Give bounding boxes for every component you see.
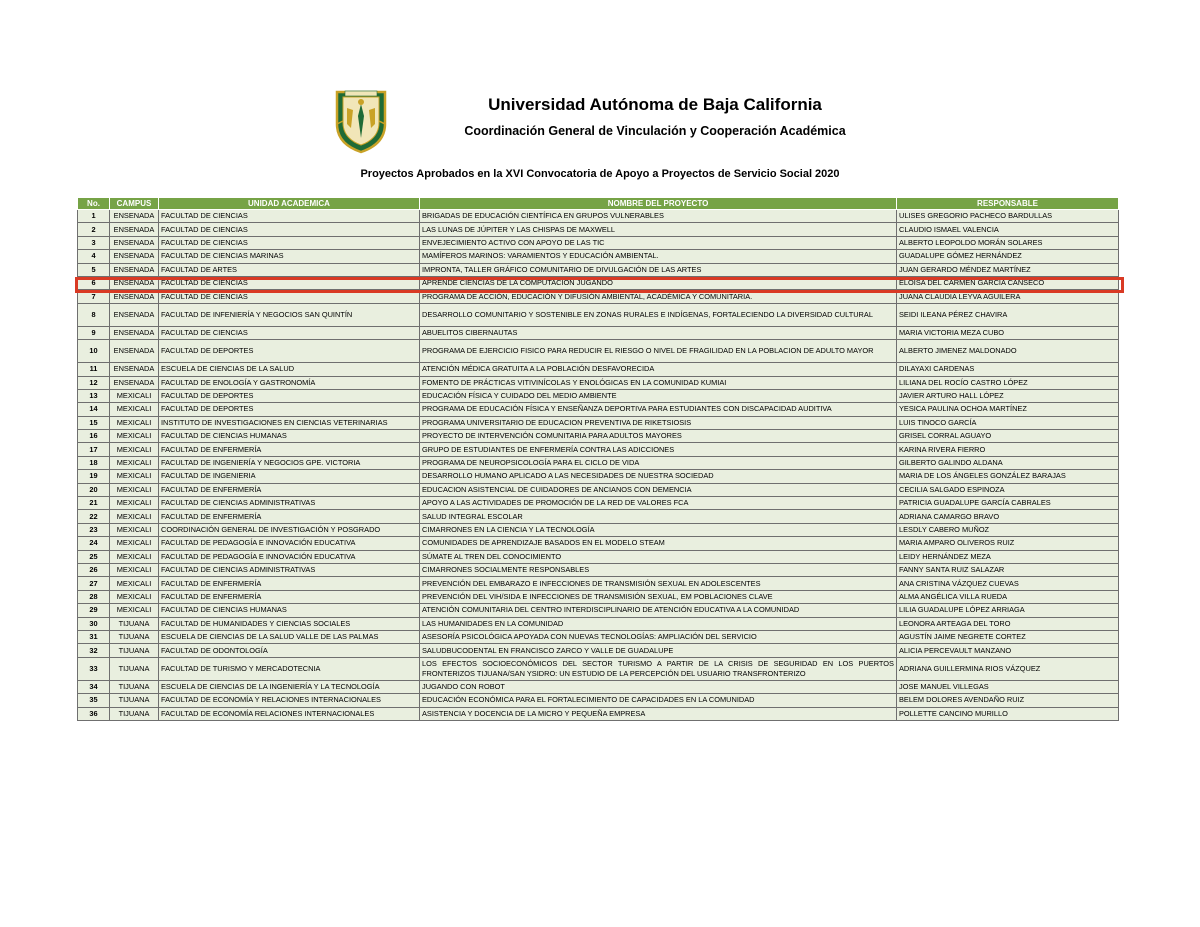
- campus-cell: MEXICALI: [110, 443, 159, 456]
- campus-cell: ENSENADA: [110, 210, 159, 223]
- table-row: [78, 263, 1119, 276]
- document-header: [0, 0, 1200, 190]
- campus-cell: ENSENADA: [110, 223, 159, 236]
- campus-cell: MEXICALI: [110, 403, 159, 416]
- campus-cell: ENSENADA: [110, 263, 159, 276]
- unidad-cell: FACULTAD DE TURISMO Y MERCADOTECNIA: [159, 657, 420, 680]
- unidad-cell: FACULTAD DE DEPORTES: [159, 403, 420, 416]
- proyecto-cell: ASESORÍA PSICOLÓGICA APOYADA CON NUEVAS TECNOLOGÍAS: AMPLIACIÓN DEL SERVICIO: [420, 630, 897, 643]
- proyecto-cell: EDUCACIÓN FÍSICA Y CUIDADO DEL MEDIO AMBIENTE: [420, 389, 897, 402]
- responsable-cell: ULISES GREGORIO PACHECO BARDULLAS: [897, 210, 1119, 223]
- proyecto-cell: ATENCIÓN COMUNITARIA DEL CENTRO INTERDISCIPLINARIO DE ATENCIÓN EDUCATIVA A LA COMUNIDAD: [420, 604, 897, 617]
- unidad-cell: FACULTAD DE CIENCIAS ADMINISTRATIVAS: [159, 563, 420, 576]
- proyecto-cell: IMPRONTA, TALLER GRÁFICO COMUNITARIO DE DIVULGACIÓN DE LAS ARTES: [420, 263, 897, 276]
- responsable-cell: LUIS TINOCO GARCÍA: [897, 416, 1119, 429]
- responsable-cell: JUAN GERARDO MÉNDEZ MARTÍNEZ: [897, 263, 1119, 276]
- university-title: Universidad Autónoma de Baja California: [488, 95, 822, 114]
- proyecto-cell: DESARROLLO COMUNITARIO Y SOSTENIBLE EN ZONAS RURALES E INDÍGENAS, FORTALECIENDO LA DIVERSIDAD CULTURAL: [420, 303, 897, 326]
- unidad-cell: FACULTAD DE CIENCIAS: [159, 210, 420, 223]
- row-number: 16: [78, 430, 110, 443]
- campus-cell: ENSENADA: [110, 376, 159, 389]
- row-number: 10: [78, 340, 110, 363]
- row-number: 2: [78, 223, 110, 236]
- responsable-cell: DILAYAXI CARDENAS: [897, 363, 1119, 376]
- unidad-cell: FACULTAD DE DEPORTES: [159, 389, 420, 402]
- unidad-cell: FACULTAD DE ECONOMÍA RELACIONES INTERNACIONALES: [159, 707, 420, 720]
- table-row: [78, 680, 1119, 693]
- campus-cell: MEXICALI: [110, 430, 159, 443]
- table-row: [78, 483, 1119, 496]
- responsable-cell: ANA CRISTINA VÁZQUEZ CUEVAS: [897, 577, 1119, 590]
- table-row: [78, 223, 1119, 236]
- campus-cell: ENSENADA: [110, 363, 159, 376]
- row-number: 12: [78, 376, 110, 389]
- unidad-cell: FACULTAD DE CIENCIAS MARINAS: [159, 250, 420, 263]
- responsable-cell: ALICIA PERCEVAULT MANZANO: [897, 644, 1119, 657]
- proyecto-cell: APOYO A LAS ACTIVIDADES DE PROMOCIÓN DE LA RED DE VALORES FCA: [420, 497, 897, 510]
- responsable-cell: YESICA PAULINA OCHOA MARTÍNEZ: [897, 403, 1119, 416]
- highlight-box-row-6: [75, 277, 1124, 293]
- campus-cell: TIJUANA: [110, 694, 159, 707]
- row-number: 28: [78, 590, 110, 603]
- proyecto-cell: EDUCACION ASISTENCIAL DE CUIDADORES DE ANCIANOS CON DEMENCIA: [420, 483, 897, 496]
- unidad-cell: FACULTAD DE INFENIERÍA Y NEGOCIOS SAN QUINTÍN: [159, 303, 420, 326]
- campus-cell: ENSENADA: [110, 326, 159, 339]
- campus-cell: ENSENADA: [110, 276, 159, 289]
- responsable-cell: PATRICIA GUADALUPE GARCÍA CABRALES: [897, 497, 1119, 510]
- unidad-cell: ESCUELA DE CIENCIAS DE LA INGENIERÍA Y LA TECNOLOGÍA: [159, 680, 420, 693]
- row-number: 23: [78, 523, 110, 536]
- row-number: 11: [78, 363, 110, 376]
- responsable-cell: CLAUDIO ISMAEL VALENCIA: [897, 223, 1119, 236]
- campus-cell: MEXICALI: [110, 510, 159, 523]
- table-row: [78, 443, 1119, 456]
- proyecto-cell: ABUELITOS CIBERNAUTAS: [420, 326, 897, 339]
- unidad-cell: ESCUELA DE CIENCIAS DE LA SALUD VALLE DE LAS PALMAS: [159, 630, 420, 643]
- campus-cell: MEXICALI: [110, 470, 159, 483]
- department-subtitle: Coordinación General de Vinculación y Cooperación Académica: [464, 124, 846, 138]
- responsable-cell: ADRIANA GUILLERMINA RIOS VÁZQUEZ: [897, 657, 1119, 680]
- responsable-cell: ALBERTO JIMENEZ MALDONADO: [897, 340, 1119, 363]
- campus-cell: MEXICALI: [110, 483, 159, 496]
- unidad-cell: FACULTAD DE ENFERMERÍA: [159, 510, 420, 523]
- unidad-cell: FACULTAD DE INGENIERÍA Y NEGOCIOS GPE. VICTORIA: [159, 456, 420, 469]
- table-row: [78, 707, 1119, 720]
- campus-cell: ENSENADA: [110, 340, 159, 363]
- campus-cell: MEXICALI: [110, 604, 159, 617]
- responsable-cell: GUADALUPE GÓMEZ HERNÁNDEZ: [897, 250, 1119, 263]
- row-number: 6: [78, 276, 110, 289]
- campus-cell: ENSENADA: [110, 236, 159, 249]
- unidad-cell: INSTITUTO DE INVESTIGACIONES EN CIENCIAS VETERINARIAS: [159, 416, 420, 429]
- row-number: 30: [78, 617, 110, 630]
- unidad-cell: FACULTAD DE ECONOMÍA Y RELACIONES INTERNACIONALES: [159, 694, 420, 707]
- row-number: 31: [78, 630, 110, 643]
- responsable-cell: LESDLY CABERO MUÑOZ: [897, 523, 1119, 536]
- column-header-unidad: UNIDAD ACADEMICA: [159, 198, 420, 210]
- proyecto-cell: CIMARRONES SOCIALMENTE RESPONSABLES: [420, 563, 897, 576]
- unidad-cell: FACULTAD DE ENFERMERÍA: [159, 590, 420, 603]
- proyecto-cell: DESARROLLO HUMANO APLICADO A LAS NECESIDADES DE NUESTRA SOCIEDAD: [420, 470, 897, 483]
- row-number: 5: [78, 263, 110, 276]
- campus-cell: MEXICALI: [110, 389, 159, 402]
- unidad-cell: FACULTAD DE PEDAGOGÍA E INNOVACIÓN EDUCATIVA: [159, 550, 420, 563]
- table-row: [78, 389, 1119, 402]
- table-row: [78, 340, 1119, 363]
- proyecto-cell: LAS LUNAS DE JÚPITER Y LAS CHISPAS DE MAXWELL: [420, 223, 897, 236]
- unidad-cell: COORDINACIÓN GENERAL DE INVESTIGACIÓN Y POSGRADO: [159, 523, 420, 536]
- campus-cell: TIJUANA: [110, 680, 159, 693]
- table-row: [78, 430, 1119, 443]
- unidad-cell: FACULTAD DE CIENCIAS ADMINISTRATIVAS: [159, 497, 420, 510]
- column-header-proyecto: NOMBRE DEL PROYECTO: [420, 198, 897, 210]
- campus-cell: MEXICALI: [110, 563, 159, 576]
- responsable-cell: BELEM DOLORES AVENDAÑO RUIZ: [897, 694, 1119, 707]
- proyecto-cell: COMUNIDADES DE APRENDIZAJE BASADOS EN EL MODELO STEAM: [420, 537, 897, 550]
- responsable-cell: ADRIANA CAMARGO BRAVO: [897, 510, 1119, 523]
- proyecto-cell: PROGRAMA DE EJERCICIO FISICO PARA REDUCIR EL RIESGO O NIVEL DE FRAGILIDAD EN LA POBLACION DE ADULTO MAYOR: [420, 340, 897, 363]
- responsable-cell: MARIA AMPARO OLIVEROS RUIZ: [897, 537, 1119, 550]
- proyecto-cell: PROGRAMA DE EDUCACIÓN FÍSICA Y ENSEÑANZA DEPORTIVA PARA ESTUDIANTES CON DISCAPACIDAD AUDITIVA: [420, 403, 897, 416]
- proyecto-cell: GRUPO DE ESTUDIANTES DE ENFERMERÍA CONTRA LAS ADICCIONES: [420, 443, 897, 456]
- row-number: 20: [78, 483, 110, 496]
- campus-cell: MEXICALI: [110, 590, 159, 603]
- table-row: [78, 363, 1119, 376]
- row-number: 18: [78, 456, 110, 469]
- campus-cell: MEXICALI: [110, 550, 159, 563]
- table-row: [78, 510, 1119, 523]
- table-row: [78, 456, 1119, 469]
- proyecto-cell: ASISTENCIA Y DOCENCIA DE LA MICRO Y PEQUEÑA EMPRESA: [420, 707, 897, 720]
- campus-cell: TIJUANA: [110, 657, 159, 680]
- responsable-cell: CECILIA SALGADO ESPINOZA: [897, 483, 1119, 496]
- row-number: 4: [78, 250, 110, 263]
- campus-cell: TIJUANA: [110, 630, 159, 643]
- column-header-campus: CAMPUS: [110, 198, 159, 210]
- row-number: 19: [78, 470, 110, 483]
- table-row: [78, 550, 1119, 563]
- row-number: 29: [78, 604, 110, 617]
- proyecto-cell: PREVENCIÓN DEL EMBARAZO E INFECCIONES DE TRANSMISIÓN SEXUAL EN ADOLESCENTES: [420, 577, 897, 590]
- unidad-cell: FACULTAD DE CIENCIAS HUMANAS: [159, 604, 420, 617]
- table-row: [78, 497, 1119, 510]
- table-row: [78, 250, 1119, 263]
- table-row: [78, 694, 1119, 707]
- table-row: [78, 303, 1119, 326]
- unidad-cell: FACULTAD DE CIENCIAS: [159, 290, 420, 303]
- proyecto-cell: PREVENCIÓN DEL VIH/SIDA E INFECCIONES DE TRANSMISIÓN SEXUAL, EM POBLACIONES CLAVE: [420, 590, 897, 603]
- table-row: [78, 210, 1119, 223]
- table-header-row: [78, 198, 1119, 210]
- campus-cell: MEXICALI: [110, 456, 159, 469]
- table-row: [78, 376, 1119, 389]
- table-row: [78, 604, 1119, 617]
- responsable-cell: LEONORA ARTEAGA DEL TORO: [897, 617, 1119, 630]
- unidad-cell: FACULTAD DE ENFERMERÍA: [159, 443, 420, 456]
- proyecto-cell: PROGRAMA UNIVERSITARIO DE EDUCACION PREVENTIVA DE RIKETSIOSIS: [420, 416, 897, 429]
- table-row: [78, 617, 1119, 630]
- row-number: 27: [78, 577, 110, 590]
- table-row: [78, 326, 1119, 339]
- unidad-cell: ESCUELA DE CIENCIAS DE LA SALUD: [159, 363, 420, 376]
- proyecto-cell: SALUD INTEGRAL ESCOLAR: [420, 510, 897, 523]
- campus-cell: TIJUANA: [110, 617, 159, 630]
- row-number: 7: [78, 290, 110, 303]
- campus-cell: MEXICALI: [110, 577, 159, 590]
- row-number: 26: [78, 563, 110, 576]
- row-number: 25: [78, 550, 110, 563]
- unidad-cell: FACULTAD DE CIENCIAS: [159, 236, 420, 249]
- row-number: 22: [78, 510, 110, 523]
- unidad-cell: FACULTAD DE HUMANIDADES Y CIENCIAS SOCIALES: [159, 617, 420, 630]
- proyecto-cell: PROYECTO DE INTERVENCIÓN COMUNITARIA PARA ADULTOS MAYORES: [420, 430, 897, 443]
- proyecto-cell: PROGRAMA DE NEUROPSICOLOGÍA PARA EL CICLO DE VIDA: [420, 456, 897, 469]
- responsable-cell: FANNY SANTA RUIZ SALAZAR: [897, 563, 1119, 576]
- unidad-cell: FACULTAD DE ODONTOLOGÍA: [159, 644, 420, 657]
- proyecto-cell: APRENDE CIENCIAS DE LA COMPUTACIÓN JUGANDO: [420, 276, 897, 289]
- row-number: 33: [78, 657, 110, 680]
- row-number: 17: [78, 443, 110, 456]
- proyecto-cell: JUGANDO CON ROBOT: [420, 680, 897, 693]
- responsable-cell: POLLETTE CANCINO MURILLO: [897, 707, 1119, 720]
- proyecto-cell: SÚMATE AL TREN DEL CONOCIMIENTO: [420, 550, 897, 563]
- table-row: [78, 577, 1119, 590]
- responsable-cell: JAVIER ARTURO HALL LÓPEZ: [897, 389, 1119, 402]
- table-row: [78, 470, 1119, 483]
- table-row: [78, 563, 1119, 576]
- responsable-cell: MARIA DE LOS ÁNGELES GONZÁLEZ BARAJAS: [897, 470, 1119, 483]
- proyecto-cell: SALUDBUCODENTAL EN FRANCISCO ZARCO Y VALLE DE GUADALUPE: [420, 644, 897, 657]
- campus-cell: TIJUANA: [110, 707, 159, 720]
- campus-cell: ENSENADA: [110, 250, 159, 263]
- responsable-cell: KARINA RIVERA FIERRO: [897, 443, 1119, 456]
- table-row: [78, 523, 1119, 536]
- row-number: 21: [78, 497, 110, 510]
- responsable-cell: GRISEL CORRAL AGUAYO: [897, 430, 1119, 443]
- unidad-cell: FACULTAD DE INGENIERIA: [159, 470, 420, 483]
- projects-table-container: [77, 197, 1118, 721]
- campus-cell: MEXICALI: [110, 416, 159, 429]
- table-row: [78, 236, 1119, 249]
- table-row: [78, 644, 1119, 657]
- responsable-cell: JOSE MANUEL VILLEGAS: [897, 680, 1119, 693]
- row-number: 3: [78, 236, 110, 249]
- responsable-cell: ALBERTO LEOPOLDO MORÁN SOLARES: [897, 236, 1119, 249]
- responsable-cell: AGUSTÍN JAIME NEGRETE CORTEZ: [897, 630, 1119, 643]
- campus-cell: ENSENADA: [110, 290, 159, 303]
- responsable-cell: LILIA GUADALUPE LÓPEZ ARRIAGA: [897, 604, 1119, 617]
- responsable-cell: JUANA CLAUDIA LEYVA AGUILERA: [897, 290, 1119, 303]
- row-number: 14: [78, 403, 110, 416]
- unidad-cell: FACULTAD DE ENFERMERÍA: [159, 577, 420, 590]
- responsable-cell: MARIA VICTORIA MEZA CUBO: [897, 326, 1119, 339]
- unidad-cell: FACULTAD DE ENOLOGÍA Y GASTRONOMÍA: [159, 376, 420, 389]
- proyecto-cell: CIMARRONES EN LA CIENCIA Y LA TECNOLOGÍA: [420, 523, 897, 536]
- unidad-cell: FACULTAD DE CIENCIAS: [159, 223, 420, 236]
- row-number: 8: [78, 303, 110, 326]
- responsable-cell: ALMA ANGÉLICA VILLA RUEDA: [897, 590, 1119, 603]
- proyecto-cell: ATENCIÓN MÉDICA GRATUITA A LA POBLACIÓN DESFAVORECIDA: [420, 363, 897, 376]
- row-number: 24: [78, 537, 110, 550]
- responsable-cell: LEIDY HERNÁNDEZ MEZA: [897, 550, 1119, 563]
- row-number: 36: [78, 707, 110, 720]
- table-row: [78, 630, 1119, 643]
- responsable-cell: ELOÍSA DEL CARMEN GARCÍA CANSECO: [897, 276, 1119, 289]
- campus-cell: ENSENADA: [110, 303, 159, 326]
- table-row: [78, 403, 1119, 416]
- campus-cell: MEXICALI: [110, 537, 159, 550]
- responsable-cell: GILBERTO GALINDO ALDANA: [897, 456, 1119, 469]
- row-number: 9: [78, 326, 110, 339]
- row-number: 34: [78, 680, 110, 693]
- responsable-cell: LILIANA DEL ROCÍO CASTRO LÓPEZ: [897, 376, 1119, 389]
- table-row: [78, 416, 1119, 429]
- column-header-no: No.: [78, 198, 110, 210]
- document-title: Proyectos Aprobados en la XVI Convocatoria de Apoyo a Proyectos de Servicio Social 2020: [360, 168, 840, 180]
- proyecto-cell: ENVEJECIMIENTO ACTIVO CON APOYO DE LAS TIC: [420, 236, 897, 249]
- row-number: 15: [78, 416, 110, 429]
- proyecto-cell: LOS EFECTOS SOCIOECONÓMICOS DEL SECTOR TURISMO A PARTIR DE LA CRISIS DE SEGURIDAD EN LOS PUERTOS FRONTERIZOS TIJUANA/SAN YSIDRO: UN ESTUDIO DE LA PERCEPCIÓN DEL USUARIO TRANSFRONTERIZO: [420, 657, 897, 680]
- campus-cell: MEXICALI: [110, 523, 159, 536]
- campus-cell: TIJUANA: [110, 644, 159, 657]
- table-row: [78, 590, 1119, 603]
- proyecto-cell: EDUCACIÓN ECONÓMICA PARA EL FORTALECIMIENTO DE CAPACIDADES EN LA COMUNIDAD: [420, 694, 897, 707]
- table-row: [78, 537, 1119, 550]
- row-number: 32: [78, 644, 110, 657]
- proyecto-cell: MAMÍFEROS MARINOS: VARAMIENTOS Y EDUCACIÓN AMBIENTAL.: [420, 250, 897, 263]
- projects-table: [77, 197, 1119, 721]
- unidad-cell: FACULTAD DE CIENCIAS: [159, 276, 420, 289]
- proyecto-cell: PROGRAMA DE ACCIÓN, EDUCACIÓN Y DIFUSIÓN AMBIENTAL, ACADÉMICA Y COMUNITARIA.: [420, 290, 897, 303]
- proyecto-cell: FOMENTO DE PRÁCTICAS VITIVINÍCOLAS Y ENOLÓGICAS EN LA COMUNIDAD KUMIAI: [420, 376, 897, 389]
- unidad-cell: FACULTAD DE ENFERMERÍA: [159, 483, 420, 496]
- proyecto-cell: LAS HUMANIDADES EN LA COMUNIDAD: [420, 617, 897, 630]
- unidad-cell: FACULTAD DE PEDAGOGÍA E INNOVACIÓN EDUCATIVA: [159, 537, 420, 550]
- row-number: 1: [78, 210, 110, 223]
- unidad-cell: FACULTAD DE CIENCIAS: [159, 326, 420, 339]
- unidad-cell: FACULTAD DE CIENCIAS HUMANAS: [159, 430, 420, 443]
- row-number: 13: [78, 389, 110, 402]
- campus-cell: MEXICALI: [110, 497, 159, 510]
- column-header-responsable: RESPONSABLE: [897, 198, 1119, 210]
- responsable-cell: SEIDI ILEANA PÉREZ CHAVIRA: [897, 303, 1119, 326]
- unidad-cell: FACULTAD DE DEPORTES: [159, 340, 420, 363]
- unidad-cell: FACULTAD DE ARTES: [159, 263, 420, 276]
- proyecto-cell: BRIGADAS DE EDUCACIÓN CIENTÍFICA EN GRUPOS VULNERABLES: [420, 210, 897, 223]
- row-number: 35: [78, 694, 110, 707]
- table-row: [78, 657, 1119, 680]
